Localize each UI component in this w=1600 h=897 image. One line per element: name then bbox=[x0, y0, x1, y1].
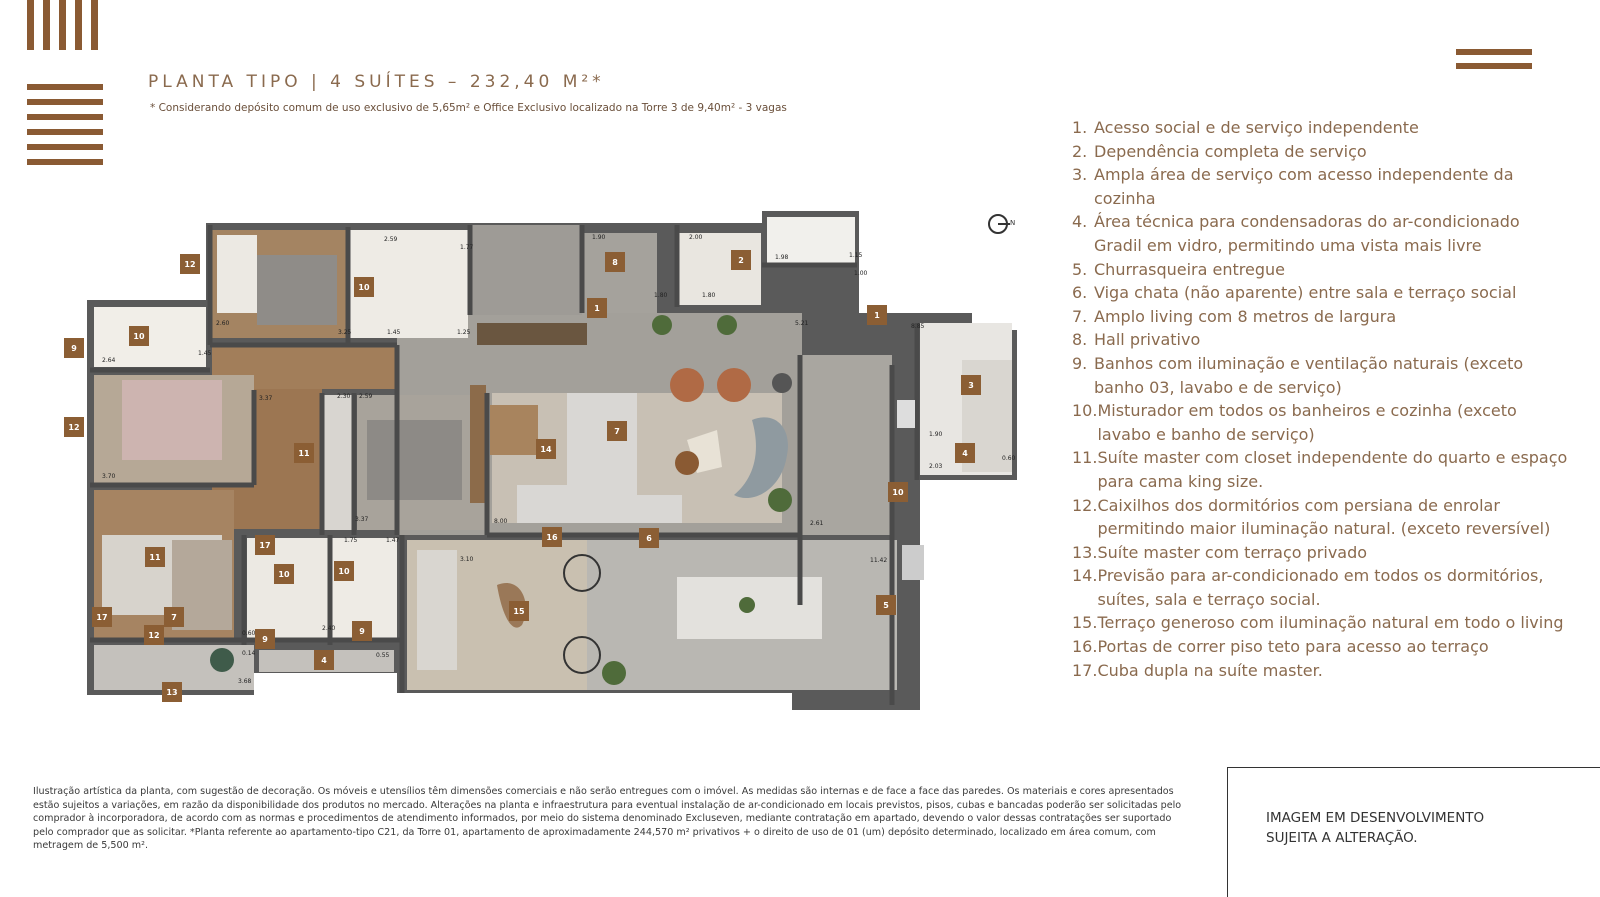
floor-plan bbox=[62, 205, 1027, 715]
plan-marker bbox=[162, 682, 182, 702]
feature-item bbox=[1072, 541, 1572, 565]
feature-text: Dependência completa de serviço bbox=[1094, 141, 1367, 161]
feature-item bbox=[1072, 399, 1572, 446]
plan-marker bbox=[294, 443, 314, 463]
feature-number: 4. bbox=[1072, 212, 1088, 232]
feature-text: Hall privativo bbox=[1094, 330, 1201, 350]
plan-dimension-label: 3.70 bbox=[102, 473, 116, 480]
feature-item bbox=[1072, 446, 1572, 493]
plan-marker bbox=[274, 564, 294, 584]
decorative-vertical-stripes bbox=[27, 0, 103, 50]
plan-marker-label: 12 bbox=[148, 631, 160, 640]
plan-marker bbox=[64, 338, 84, 358]
feature-text: Suíte master com terraço privado bbox=[1097, 542, 1368, 562]
plan-dimension-label: 2.59 bbox=[359, 393, 373, 400]
plan-dimension-label: 1.90 bbox=[592, 234, 606, 241]
plan-dimension-label: 1.77 bbox=[460, 244, 474, 251]
plan-marker bbox=[955, 443, 975, 463]
feature-text: Caixilhos dos dormitórios com persiana de enrolar permitindo maior iluminação natural. (exceto reversível) bbox=[1097, 495, 1551, 539]
notice-box bbox=[1227, 767, 1600, 897]
plan-marker-label: 3 bbox=[968, 381, 974, 390]
feature-item bbox=[1072, 611, 1572, 635]
plan-marker bbox=[145, 547, 165, 567]
plan-dimension-label: 3.37 bbox=[355, 516, 369, 523]
plan-dimension-label: 1.80 bbox=[654, 292, 668, 299]
plan-marker-label: 8 bbox=[612, 258, 618, 267]
feature-number: 15. bbox=[1072, 613, 1098, 633]
plan-marker bbox=[731, 250, 751, 270]
features-list bbox=[1072, 116, 1572, 682]
feature-item bbox=[1072, 116, 1572, 140]
feature-item bbox=[1072, 494, 1572, 541]
feature-item bbox=[1072, 635, 1572, 659]
plan-marker bbox=[334, 561, 354, 581]
plan-marker bbox=[888, 482, 908, 502]
plan-marker-label: 9 bbox=[262, 635, 268, 644]
plan-dimension-label: 3.10 bbox=[460, 556, 474, 563]
plan-dimension-label: 11.42 bbox=[870, 557, 888, 564]
feature-item bbox=[1072, 258, 1572, 282]
plan-marker bbox=[129, 326, 149, 346]
plan-marker-label: 9 bbox=[359, 627, 365, 636]
plan-marker-label: 12 bbox=[184, 260, 196, 269]
plan-marker-label: 13 bbox=[166, 688, 178, 697]
plan-marker bbox=[876, 595, 896, 615]
plan-marker bbox=[961, 375, 981, 395]
feature-item bbox=[1072, 281, 1572, 305]
plan-marker bbox=[164, 607, 184, 627]
feature-number: 11. bbox=[1072, 448, 1098, 468]
plan-marker bbox=[92, 607, 112, 627]
plan-marker-label: 17 bbox=[96, 613, 108, 622]
feature-item bbox=[1072, 305, 1572, 329]
plan-dimension-label: 2.30 bbox=[337, 393, 351, 400]
feature-item bbox=[1072, 564, 1572, 611]
plan-marker bbox=[509, 601, 529, 621]
plan-marker bbox=[352, 621, 372, 641]
feature-item bbox=[1072, 352, 1572, 399]
plan-dimension-label: 1.90 bbox=[929, 431, 943, 438]
feature-text: Área técnica para condensadoras do ar-condicionado Gradil em vidro, permitindo uma vista mais livre bbox=[1094, 212, 1520, 255]
feature-number: 2. bbox=[1072, 141, 1088, 161]
notice-line-2: SUJEITA A ALTERAÇÃO. bbox=[1266, 830, 1418, 846]
plan-marker-label: 14 bbox=[540, 445, 552, 454]
plan-marker bbox=[144, 625, 164, 645]
feature-text: Terraço generoso com iluminação natural em todo o living bbox=[1097, 613, 1564, 633]
feature-text: Banhos com iluminação e ventilação naturais (exceto banho 03, lavabo e de serviço) bbox=[1094, 353, 1524, 397]
plan-marker bbox=[607, 421, 627, 441]
plan-dimension-label: 8.00 bbox=[494, 518, 508, 525]
decorative-horizontal-stripes-left bbox=[27, 84, 103, 165]
feature-item bbox=[1072, 210, 1572, 257]
feature-number: 7. bbox=[1072, 306, 1088, 326]
feature-number: 1. bbox=[1072, 118, 1088, 137]
plan-dimension-label: 2.00 bbox=[689, 234, 703, 241]
disclaimer-text: Ilustração artística da planta, com sugestão de decoração. Os móveis e utensílios têm dimensões comerciais e não serão entregues com o imóvel. As medidas são internas e de face a face das paredes. Os materiais e cores apresentados estão sujeitos a variações, em razão da disponibilidade dos produtos no mercado. Alterações na planta e infraestrutura para eventual instalação de ar-condicionado em locais previstos, pisos, cubas e bancadas poderão ser solicitadas pelo comprador à incorporadora, de acordo com as normas e procedimentos de atendimento informados, por meio do sistema denominado Excluseven, mediante contratação em apartado, devendo o valor dessas contratações ser suportado pelo comprador que as solicitar. *Planta referente ao apartamento-tipo C21, da Torre 01, apartamento de aproximadamente 244,570 m² privativos + o direito de uso de 01 (um) depósito determinado, localizado em área comum, com metragem de 5,500 m². bbox=[33, 786, 1182, 852]
plan-marker-label: 10 bbox=[278, 570, 290, 579]
feature-text: Ampla área de serviço com acesso independente da cozinha bbox=[1094, 165, 1514, 208]
feature-number: 16. bbox=[1072, 637, 1098, 657]
plan-marker bbox=[354, 277, 374, 297]
feature-item bbox=[1072, 328, 1572, 352]
feature-item bbox=[1072, 163, 1572, 210]
plan-dimension-label: 0.14 bbox=[242, 650, 256, 657]
plan-dimension-label: 3.37 bbox=[259, 395, 273, 402]
plan-marker-label: 2 bbox=[738, 256, 744, 265]
feature-number: 17. bbox=[1072, 660, 1098, 680]
feature-number: 12. bbox=[1072, 495, 1098, 515]
plan-dimension-label: 8.85 bbox=[911, 323, 925, 330]
feature-number: 6. bbox=[1072, 283, 1088, 303]
feature-number: 14. bbox=[1072, 566, 1098, 586]
plan-dimension-label: 2.59 bbox=[384, 236, 398, 243]
plan-marker-label: 15 bbox=[513, 607, 525, 616]
plan-marker-label: 10 bbox=[133, 332, 145, 341]
plan-marker bbox=[180, 254, 200, 274]
plan-dimension-label: 1.15 bbox=[849, 252, 863, 259]
plan-dimension-label: 2.03 bbox=[929, 463, 943, 470]
plan-marker bbox=[587, 298, 607, 318]
plan-dimension-label: 1.47 bbox=[386, 537, 400, 544]
plan-marker-label: 16 bbox=[546, 533, 558, 542]
plan-marker-label: 9 bbox=[71, 344, 77, 353]
plan-marker bbox=[605, 252, 625, 272]
feature-number: 8. bbox=[1072, 330, 1088, 350]
plan-marker bbox=[639, 528, 659, 548]
plan-marker-label: 5 bbox=[883, 601, 889, 610]
plan-marker bbox=[255, 629, 275, 649]
plan-marker-label: 10 bbox=[892, 488, 904, 497]
plan-dimension-label: 2.61 bbox=[810, 520, 824, 527]
feature-text: Amplo living com 8 metros de largura bbox=[1094, 306, 1397, 326]
page-subtitle: * Considerando depósito comum de uso exclusivo de 5,65m² e Office Exclusivo localizado na Torre 3 de 9,40m² - 3 vagas bbox=[150, 102, 787, 114]
feature-text: Cuba dupla na suíte master. bbox=[1097, 660, 1323, 680]
plan-dimension-label: 2.64 bbox=[102, 357, 116, 364]
plan-dimension-label: 3.68 bbox=[238, 678, 252, 685]
feature-item bbox=[1072, 140, 1572, 164]
feature-text: Portas de correr piso teto para acesso ao terraço bbox=[1097, 637, 1489, 657]
feature-number: 5. bbox=[1072, 259, 1088, 279]
plan-marker bbox=[64, 417, 84, 437]
feature-item bbox=[1072, 659, 1572, 683]
feature-text: Acesso social e de serviço independente bbox=[1094, 118, 1419, 137]
plan-marker bbox=[542, 527, 562, 547]
decorative-horizontal-stripes-right bbox=[1456, 49, 1532, 69]
plan-marker-label: 4 bbox=[962, 449, 968, 458]
feature-number: 10. bbox=[1072, 401, 1098, 421]
plan-dimension-label: 0.55 bbox=[376, 652, 390, 659]
plan-dimension-label: 5.21 bbox=[795, 320, 809, 327]
plan-marker-label: 6 bbox=[646, 534, 652, 543]
plan-dimension-label: 0.60 bbox=[1002, 455, 1016, 462]
feature-number: 13. bbox=[1072, 542, 1098, 562]
plan-dimension-label: 2.40 bbox=[322, 625, 336, 632]
feature-text: Previsão para ar-condicionado em todos os dormitórios, suítes, sala e terraço social. bbox=[1097, 566, 1544, 609]
feature-text: Viga chata (não aparente) entre sala e terraço social bbox=[1094, 283, 1517, 303]
plan-marker-label: 4 bbox=[321, 656, 327, 665]
plan-marker-label: 10 bbox=[358, 283, 370, 292]
plan-marker-label: 7 bbox=[614, 427, 620, 436]
plan-dimension-label: 1.98 bbox=[775, 254, 789, 261]
plan-marker-label: 17 bbox=[259, 541, 271, 550]
plan-dimension-label: 0.60 bbox=[242, 630, 256, 637]
plan-marker bbox=[255, 535, 275, 555]
plan-marker-label: 1 bbox=[874, 311, 880, 320]
compass-north-icon bbox=[988, 214, 1008, 234]
feature-number: 9. bbox=[1072, 353, 1088, 373]
plan-dimension-label: 1.80 bbox=[702, 292, 716, 299]
feature-number: 3. bbox=[1072, 165, 1088, 185]
plan-dimension-label: 1.00 bbox=[854, 270, 868, 277]
feature-text: Misturador em todos os banheiros e cozinha (exceto lavabo e banho de serviço) bbox=[1097, 401, 1517, 444]
feature-text: Churrasqueira entregue bbox=[1094, 259, 1285, 279]
plan-marker bbox=[536, 439, 556, 459]
plan-marker-label: 1 bbox=[594, 304, 600, 313]
plan-marker-label: 12 bbox=[68, 423, 80, 432]
plan-dimension-label: 1.45 bbox=[198, 350, 212, 357]
notice-line-1: IMAGEM EM DESENVOLVIMENTO bbox=[1266, 810, 1485, 826]
plan-marker-label: 11 bbox=[149, 553, 161, 562]
plan-marker bbox=[314, 650, 334, 670]
plan-dimension-label: 1.25 bbox=[457, 329, 471, 336]
plan-marker-label: 11 bbox=[298, 449, 310, 458]
plan-dimension-label: 3.25 bbox=[338, 329, 352, 336]
north-label: N bbox=[1010, 219, 1016, 227]
feature-text: Suíte master com closet independente do quarto e espaço para cama king size. bbox=[1097, 448, 1568, 491]
page-title: PLANTA TIPO | 4 SUÍTES – 232,40 M²* bbox=[148, 72, 605, 92]
plan-marker-label: 10 bbox=[338, 567, 350, 576]
plan-dimension-label: 2.60 bbox=[216, 320, 230, 327]
plan-marker bbox=[867, 305, 887, 325]
plan-dimension-label: 1.45 bbox=[387, 329, 401, 336]
plan-marker-label: 7 bbox=[171, 613, 177, 622]
plan-dimension-label: 1.75 bbox=[344, 537, 358, 544]
